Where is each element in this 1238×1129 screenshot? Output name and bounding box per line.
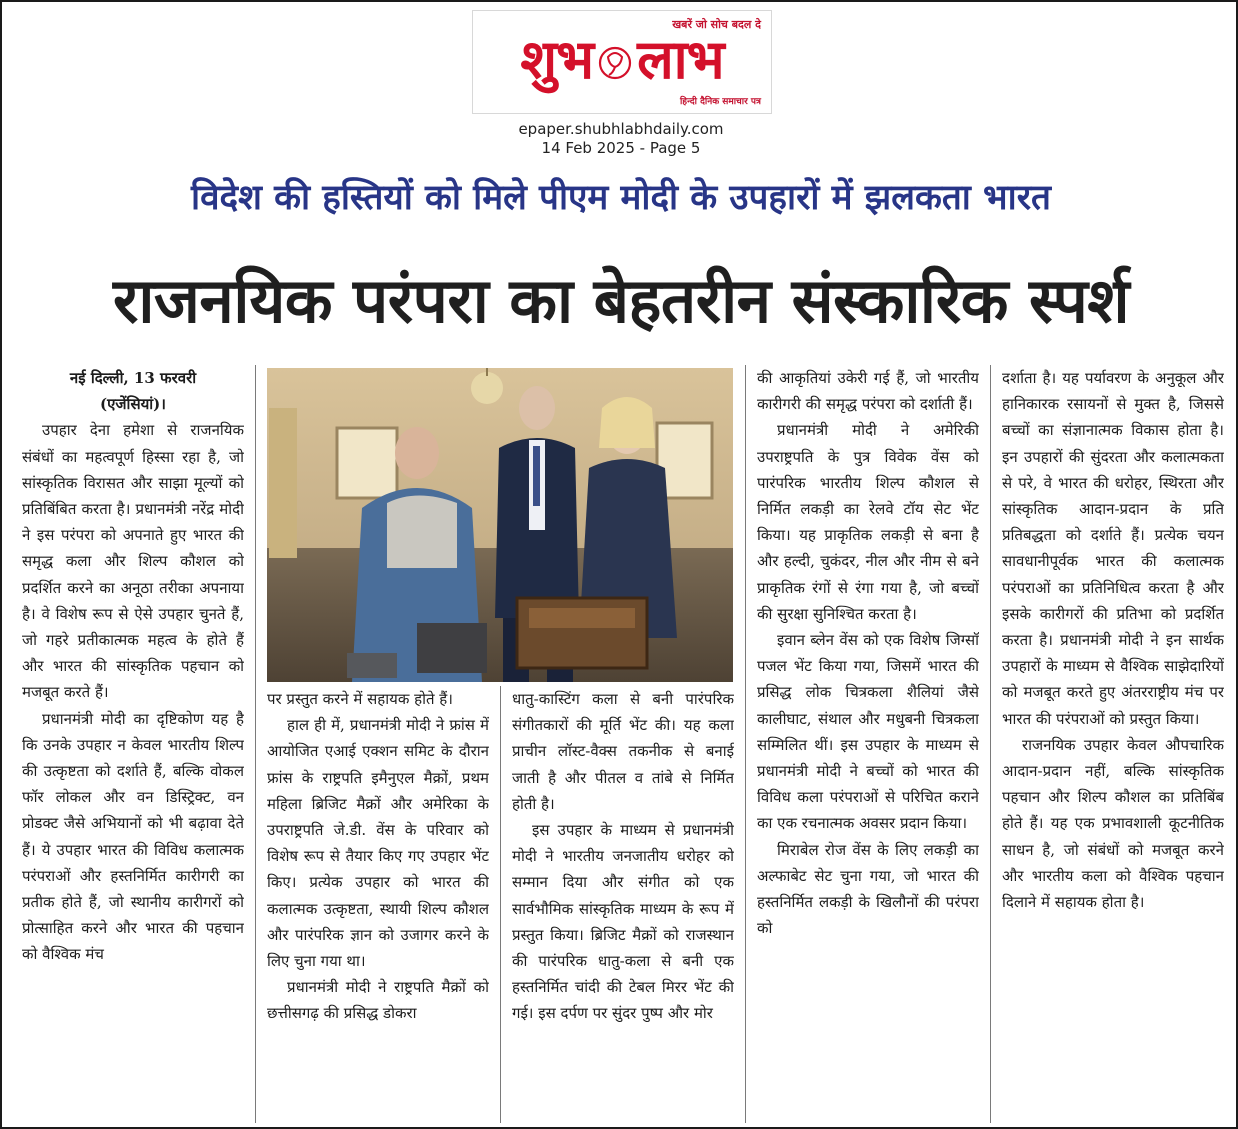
paragraph: प्रधानमंत्री मोदी ने अमेरिकी उपराष्ट्रपति के पुत्र विवेक वेंस को पारंपरिक भारतीय शिल्प कौशल से निर्मित लकड़ी का रेलवे टॉय सेट भेंट किया। यह प्राकृतिक लकड़ी से बना है और हल्दी, चुकंदर, नील और नीम से बने प्राकृतिक रंगों से रंगा गया है, जो बच्चों की सुरक्षा सुनिश्चित करता है।: [757, 421, 979, 623]
source-info: [2, 120, 1238, 158]
column-divider: [745, 365, 746, 1123]
source-site: epaper.shubhlabhdaily.com: [518, 120, 724, 138]
paragraph: की आकृतियां उकेरी गई हैं, जो भारतीय कारीगरी की समृद्ध परंपरा को दर्शाती हैं।: [757, 369, 979, 414]
paragraph: प्रधानमंत्री मोदी ने राष्ट्रपति मैक्रों को छत्तीसगढ़ की प्रसिद्ध डोकरा: [267, 978, 489, 1023]
paragraph: प्रधानमंत्री मोदी का दृष्टिकोण यह है कि उनके उपहार न केवल भारतीय शिल्प की उत्कृष्टता को दर्शाते हैं, बल्कि वोकल फॉर लोकल और वन डिस्ट्रिक्ट, वन प्रोडक्ट जैसे अभियानों को भी बढ़ावा देते हैं। ये उपहार भारत की विविध कलात्मक परंपराओं और हस्तनिर्मित कारीगरी का प्रतीक होते हैं, जो स्थानीय कारीगरों को प्रोत्साहित करने और भारत की पहचान को वैश्विक मंच: [22, 709, 244, 964]
ganesha-icon: [597, 45, 633, 81]
column-divider: [990, 365, 991, 1123]
paragraph: इवान ब्लेन वेंस को एक विशेष जिग्सॉ पजल भेंट किया गया, जिसमें भारत की प्रसिद्ध लोक चित्रकला शैलियां जैसे कालीघाट, संथाल और मधुबनी चित्रकला सम्मिलित थीं। इस उपहार के माध्यम से प्रधानमंत्री मोदी ने बच्चों को भारत की विविध कला परंपराओं से परिचित कराने का एक रचनात्मक अवसर प्रदान किया।: [757, 631, 979, 833]
paragraph: हाल ही में, प्रधानमंत्री मोदी ने फ्रांस में आयोजित एआई एक्शन समिट के दौरान फ्रांस के राष्ट्रपति इमैनुएल मैक्रों, प्रथम महिला ब्रिजिट मैक्रों और अमेरिका के उपराष्ट्रपति जे.डी. वेंस के परिवार को विशेष रूप से तैयार किए गए उपहार भेंट किए। प्रत्येक उपहार को भारत की कलात्मक उत्कृष्टता, स्थायी शिल्प कौशल और पारंपरिक ज्ञान को उजागर करने के लिए चुना गया था।: [267, 716, 489, 971]
column-divider: [255, 365, 256, 1123]
article-column-3: [512, 686, 734, 1124]
logo-text-left: शुभ: [520, 28, 594, 91]
logo-text-right: लाभ: [637, 28, 724, 91]
masthead-subtitle: हिन्दी दैनिक समाचार पत्र: [679, 97, 761, 107]
dateline: नई दिल्ली, 13 फरवरी: [69, 369, 197, 387]
source-date-page: 14 Feb 2025 - Page 5: [541, 139, 701, 157]
news-photo: [267, 368, 733, 682]
article-column-2: [267, 686, 489, 1124]
column-divider: [500, 686, 501, 1123]
article-headline: राजनयिक परंपरा का बेहतरीन संस्कारिक स्पर्श: [113, 264, 1129, 337]
paragraph: उपहार देना हमेशा से राजनयिक संबंधों का महत्वपूर्ण हिस्सा रहा है, जो सांस्कृतिक विरासत और साझा मूल्यों को प्रतिबिंबित करता है। प्रधानमंत्री नरेंद्र मोदी ने इस परंपरा को अपनाते हुए भारत की समृद्ध कला और शिल्प कौशल को प्रदर्शित करने का अनूठा तरीका अपनाया है। वे विशेष रूप से ऐसे उपहार चुनते हैं, जो गहरे प्रतीकात्मक महत्व के होते हैं और भारत की सांस्कृतिक पहचान को मजबूत करते हैं।: [22, 421, 244, 702]
article-column-5: [1002, 365, 1224, 1125]
paragraph: दर्शाता है। यह पर्यावरण के अनुकूल और हानिकारक रसायनों से मुक्त है, जिससे बच्चों का संज्ञानात्मक विकास होता है। इन उपहारों की सुंदरता और कलात्मकता से परे, वे भारत की धरोहर, स्थिरता और सांस्कृतिक आदान-प्रदान के प्रति प्रतिबद्धता को दर्शाते हैं। प्रत्येक चयन सावधानीपूर्वक भारत की कलात्मक परंपराओं का प्रतिनिधित्व करता है और इसके कारीगरों की प्रतिभा को प्रदर्शित करता है। प्रधानमंत्री मोदी ने इन सार्थक उपहारों के माध्यम से वैश्विक साझेदारियों को मजबूत करते हुए अंतरराष्ट्रीय मंच पर भारत की परंपराओं को प्रस्तुत किया।: [1002, 369, 1224, 728]
article-column-1: [22, 365, 244, 1125]
masthead-tagline: खबरें जो सोच बदल दे: [672, 18, 761, 31]
photo-leaders-gift-exchange: [267, 368, 733, 682]
masthead-logo: [472, 10, 772, 114]
paragraph: इस उपहार के माध्यम से प्रधानमंत्री मोदी ने भारतीय जनजातीय धरोहर को सम्मान दिया और संगीत को एक सार्वभौमिक सांस्कृतिक माध्यम के रूप में प्रस्तुत किया। ब्रिजिट मैक्रों को राजस्थान की पारंपरिक धातु-कला से बनी एक हस्तनिर्मित चांदी की टेबल मिरर भेंट की गई। इस दर्पण पर सुंदर पुष्प और मोर: [512, 821, 734, 1023]
logo-wordmark: [473, 29, 771, 91]
paragraph: राजनयिक उपहार केवल औपचारिक आदान-प्रदान नहीं, बल्कि सांस्कृतिक पहचान और शिल्प कौशल का प्रतिबिंब होते हैं। यह एक प्रभावशाली कूटनीतिक साधन है, जो संबंधों को मजबूत करने और भारतीय कला को वैश्विक पहचान दिलाने में सहायक होता है।: [1002, 735, 1224, 912]
article-kicker: विदेश की हस्तियों को मिले पीएम मोदी के उपहारों में झलकता भारत: [191, 178, 1051, 218]
paragraph: मिराबेल रोज वेंस के लिए लकड़ी का अल्फाबेट सेट चुना गया, जो भारत की हस्तनिर्मित लकड़ी के खिलौनों की परंपरा को: [757, 840, 979, 938]
dateline-agency: (एजेंसियां)।: [100, 395, 166, 414]
article-column-4: [757, 365, 979, 1125]
paragraph: धातु-कास्टिंग कला से बनी पारंपरिक संगीतकारों की मूर्ति भेंट की। यह कला प्राचीन लॉस्ट-वैक्स तकनीक से बनाई जाती है और पीतल व तांबे से निर्मित होती है।: [512, 690, 734, 813]
paragraph: पर प्रस्तुत करने में सहायक होते हैं।: [267, 690, 453, 708]
